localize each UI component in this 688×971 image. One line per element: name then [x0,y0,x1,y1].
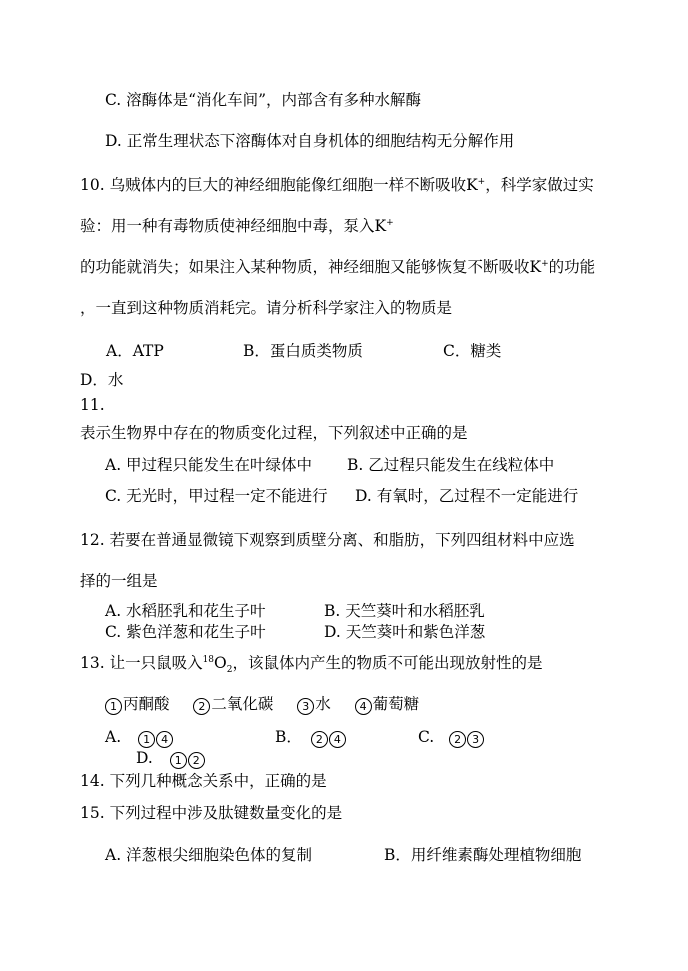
q15-option-a: A. 洋葱根尖细胞染色体的复制 [105,846,313,864]
q10-stem-line4: ，一直到这种物质消耗完。请分析科学家注入的物质是 [80,299,453,317]
q10-line2-sup: + [386,217,394,228]
q14-stem: 14. 下列几种概念关系中，正确的是 [80,772,327,790]
q10-stem-line3 [80,257,595,277]
q12-option-d: D. 天竺葵叶和紫色洋葱 [324,623,486,641]
circled-number-icon: 2 [193,698,210,715]
circled-number-icon: 1 [170,752,187,769]
q10-option-c: C．糖类 [443,342,502,360]
q13-item-3: 3 水 [297,695,331,713]
q10-option-a: A．ATP [106,342,164,360]
q15-stem: 15. 下列过程中涉及肽键数量变化的是 [80,804,343,822]
q11-option-b: B. 乙过程只能发生在线粒体中 [347,456,555,474]
q10-line3-text: 的功能就消失；如果注入某种物质，神经细胞又能够恢复不断吸收K [80,258,542,276]
q13-option-c [418,727,485,748]
q15-option-b: B．用纤维素酶处理植物细胞 [384,846,582,864]
q13-option-b [275,727,347,748]
q10-option-b: B．蛋白质类物质 [243,342,363,360]
q10-line2-text: 验：用一种有毒物质使神经细胞中毒，泵入K [80,217,387,235]
q13-items [105,694,419,715]
q10-line3-tail: 的功能 [548,258,596,276]
q13-option-a-label: A. [105,728,122,746]
circled-number-icon: 2 [188,752,205,769]
q10-stem-line2 [80,216,394,236]
q13-isotope-sup: 18 [202,654,215,665]
q10-stem-line1 [80,175,594,195]
q10-line3-sup: + [541,258,549,269]
q11-number: 11. [80,396,105,414]
q10-line1-text: 10. 乌贼体内的巨大的神经细胞能像红细胞一样不断吸收K [80,176,478,194]
q13-item-4: 4 葡萄糖 [355,695,420,713]
q12-stem-line1: 12. 若要在普通显微镜下观察到质壁分离、和脂肪，下列四组材料中应选 [80,531,575,549]
circled-number-icon: 1 [105,698,122,715]
q13-item-1: 1 丙酮酸 [105,695,170,713]
q13-oxygen-sub: 2 [226,665,233,676]
q13-option-c-label: C. [418,728,435,746]
q12-stem-line2: 择的一组是 [80,572,158,590]
circled-number-icon: 3 [297,698,314,715]
q13-option-b-label: B． [275,728,302,746]
circled-number-icon: 4 [355,698,372,715]
circled-number-icon: 4 [329,731,346,748]
q13-stem [80,653,543,676]
q13-item-2: 2 二氧化碳 [193,695,273,713]
q13-option-a [105,727,174,748]
q10-line1-tail: ，科学家做过实 [485,176,594,194]
q12-option-a: A. 水稻胚乳和花生子叶 [105,602,266,620]
circled-number-icon: 1 [138,731,155,748]
q11-option-d: D. 有氧时，乙过程不一定能进行 [355,487,579,505]
circled-number-icon: 4 [156,731,173,748]
q11-option-c: C. 无光时，甲过程一定不能进行 [105,487,328,505]
q12-option-c: C. 紫色洋葱和花生子叶 [105,623,266,641]
q12-option-b: B. 天竺葵叶和水稻胚乳 [324,602,485,620]
q13-oxygen: O [214,654,227,672]
q13-option-d-label: D. [136,749,153,767]
circled-number-icon: 3 [467,731,484,748]
circled-number-icon: 2 [311,731,328,748]
q13-stem-tail: ，该鼠体内产生的物质不可能出现放射性的是 [232,654,543,672]
circled-number-icon: 2 [449,731,466,748]
q13-stem-text: 13. 让一只鼠吸入 [80,654,203,672]
q9-option-d: D. 正常生理状态下溶酶体对自身机体的细胞结构无分解作用 [105,132,515,150]
q10-option-d: D．水 [80,371,124,389]
q11-option-a: A. 甲过程只能发生在叶绿体中 [105,456,313,474]
q11-stem: 表示生物界中存在的物质变化过程，下列叙述中正确的是 [80,424,468,442]
q13-option-d [136,748,206,769]
q9-option-c: C. 溶酶体是“消化车间”，内部含有多种水解酶 [105,91,422,109]
q10-line1-sup: + [477,176,486,187]
